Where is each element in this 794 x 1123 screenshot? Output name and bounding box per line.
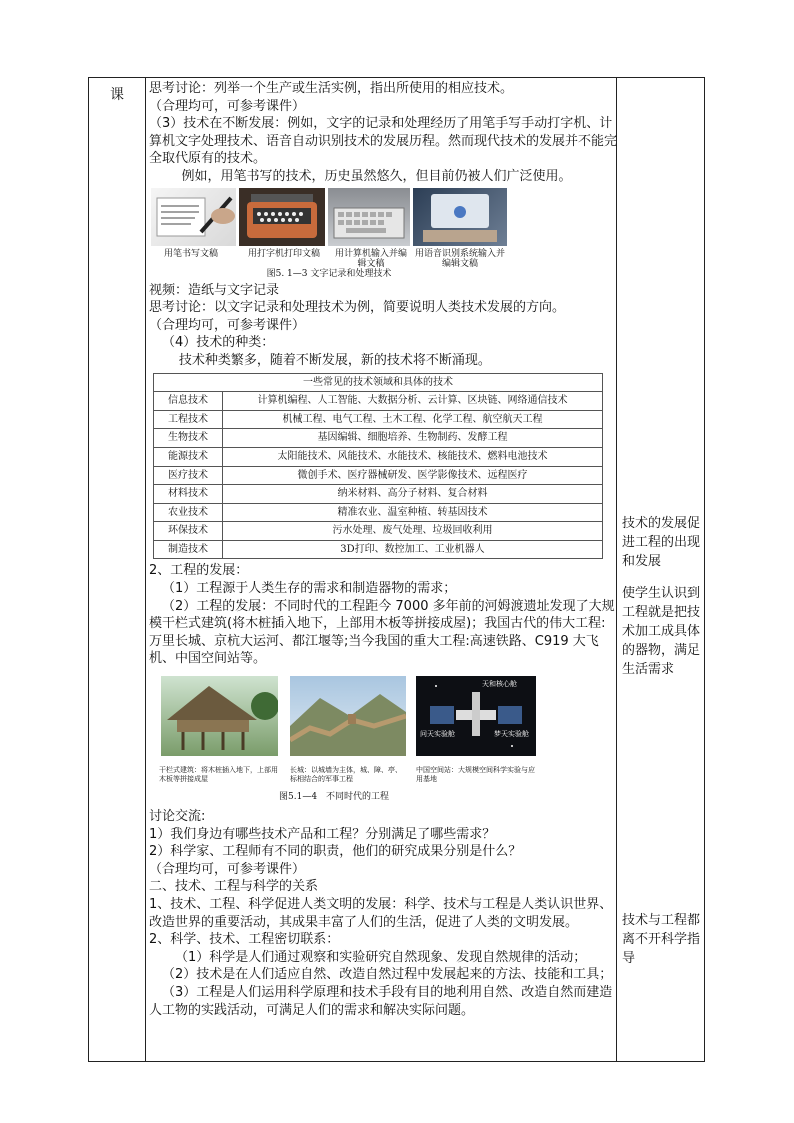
table-row <box>154 429 603 448</box>
figure-caption: 中国空间站：大规模空间科学实验与应用基地 <box>416 766 535 784</box>
text-line: （3）工程是人们运用科学原理和技术手段有目的地利用自然、改造自然而建造人工物的实践活动，可满足人们的需求和解决实际问题。 <box>149 984 613 1018</box>
pen-writing-image <box>151 188 236 246</box>
table-row <box>154 503 603 522</box>
text-line: 讨论交流: <box>149 809 206 825</box>
text-line: （4）技术的种类： <box>162 335 275 351</box>
voice-recognition-image <box>413 188 507 246</box>
lesson-table <box>88 77 705 1062</box>
station-label: 问天实验舱 <box>420 730 455 739</box>
table-cell: 能源技术 <box>154 447 223 466</box>
figure-writing-tech <box>149 186 617 282</box>
table-cell: 农业技术 <box>154 503 223 522</box>
table-cell: 污水处理、废气处理、垃圾回收利用 <box>223 522 603 541</box>
table-cell: 计算机编程、人工智能、大数据分析、云计算、区块链、网络通信技术 <box>223 392 603 411</box>
tech-fields-table <box>153 373 603 560</box>
table-header: 一些常见的技术领域和具体的技术 <box>154 373 603 392</box>
table-cell: 纳米材料、高分子材料、复合材料 <box>223 485 603 504</box>
figure-engineering <box>149 668 617 808</box>
text-line: 1、技术、工程、科学促进人类文明的发展：科学、技术与工程是人类认识世界、改造世界的重要活动，其成果丰富了人们的生活，促进了人类的文明发展。 <box>149 897 613 930</box>
table-row <box>154 410 603 429</box>
side-note: 技术与工程都离不开科学指导 <box>622 913 701 966</box>
station-label: 天和核心舱 <box>482 680 517 689</box>
table-cell: 机械工程、电气工程、土木工程、化学工程、航空航天工程 <box>223 410 603 429</box>
text-line: （2）工程的发展：不同时代的工程距今 7000 多年前的河姆渡遗址发现了大规模干栏式建筑(将木桩插入地下，上部用木板等拼接成屋)；我国古代的伟大工程:万里长城、京杭大运河、都江堰等;当今我国的重大工程:高速铁路、C919 大飞机、中国空间站等。 <box>149 598 615 667</box>
figure-caption: 用语音识别系统输入并编辑文稿 <box>414 248 505 269</box>
text-line: 1）我们身边有哪些技术产品和工程？分别满足了哪些需求？ <box>149 826 496 842</box>
text-line: （3）技术在不断发展：例如，文字的记录和处理经历了用笔手写手动打字机、计算机文字处理技术、语音自动识别技术的发展历程。然而现代技术的发展并不能完全取代原有的技术。 <box>149 116 618 167</box>
table-cell: 材料技术 <box>154 485 223 504</box>
table-cell: 信息技术 <box>154 392 223 411</box>
computer-keyboard-image <box>328 188 410 246</box>
text-line: 思考讨论：列举一个生产或生活实例，指出所使用的相应技术。 <box>149 81 514 96</box>
table-cell: 太阳能技术、风能技术、水能技术、核能技术、燃料电池技术 <box>223 447 603 466</box>
figure-caption: 用打字机打印文稿 <box>247 248 320 259</box>
table-cell: 制造技术 <box>154 540 223 559</box>
text-line: （1）工程源于人类生存的需求和制造器物的需求； <box>162 581 457 597</box>
typewriter-image <box>239 188 325 246</box>
table-row <box>154 540 603 559</box>
text-line: 2、工程的发展： <box>149 563 249 579</box>
space-station-image <box>416 676 536 756</box>
table-cell: 环保技术 <box>154 522 223 541</box>
table-cell: 微创手术、医疗器械研发、医学影像技术、远程医疗 <box>223 466 603 485</box>
text-line: （合理均可，可参考课件） <box>149 98 306 114</box>
table-row <box>154 466 603 485</box>
figure-title: 图5. 1—3 文字记录和处理技术 <box>266 268 392 279</box>
station-label: 梦天实验舱 <box>494 730 529 739</box>
figure-caption: 用笔书写文稿 <box>163 248 218 259</box>
column-divider <box>145 78 146 1061</box>
figure-caption: 干栏式建筑：将木桩插入地下，上部用木板等拼接成屋 <box>159 766 278 784</box>
figure-title: 图5.1—4 不同时代的工程 <box>279 792 390 803</box>
text-line: （合理均可，可参考课件） <box>149 317 306 333</box>
stilt-house-image <box>161 676 278 756</box>
table-cell: 3D打印、数控加工、工业机器人 <box>223 540 603 559</box>
table-cell: 医疗技术 <box>154 466 223 485</box>
table-row <box>154 447 603 466</box>
great-wall-image <box>290 676 406 756</box>
text-line: 例如，用笔书写的技术，历史虽然悠久，但目前仍被人们广泛使用。 <box>181 168 572 184</box>
table-cell: 生物技术 <box>154 429 223 448</box>
main-content <box>149 80 617 1019</box>
figure-caption: 长城：以城墙为主体，城、障、亭、标相结合的军事工程 <box>290 766 402 784</box>
text-line: （1）科学是人们通过观察和实验研究自然现象、发现自然规律的活动； <box>175 949 587 965</box>
table-cell: 精准农业、温室种植、转基因技术 <box>223 503 603 522</box>
side-note: 技术的发展促进工程的出现和发展 <box>622 516 701 569</box>
text-line: 技术种类繁多，随着不断发展，新的技术将不断涌现。 <box>178 352 491 368</box>
text-line: 二、技术、工程与科学的关系 <box>149 879 319 895</box>
table-cell: 基因编辑、细胞培养、生物制药、发酵工程 <box>223 429 603 448</box>
text-line: 视频：造纸与文字记录 <box>149 282 280 298</box>
table-row <box>154 522 603 541</box>
text-line: （合理均可，可参考课件） <box>149 861 306 877</box>
table-row <box>154 392 603 411</box>
text-line: 2、科学、技术、工程密切联系： <box>149 932 340 948</box>
table-row <box>154 485 603 504</box>
side-note: 使学生认识到工程就是把技术加工成具体的器物，满足生活需求 <box>622 586 701 677</box>
text-line: 2）科学家、工程师有不同的职责，他们的研究成果分别是什么？ <box>149 844 522 860</box>
text-line: （2）技术是在人们适应自然、改造自然过程中发展起来的方法、技能和工具； <box>162 967 613 983</box>
text-line: 思考讨论：以文字记录和处理技术为例，简要说明人类技术发展的方向。 <box>149 300 566 316</box>
figure-caption: 用计算机输入并编辑文稿 <box>335 248 408 269</box>
table-cell: 工程技术 <box>154 410 223 429</box>
section-label: 课 <box>110 87 124 103</box>
